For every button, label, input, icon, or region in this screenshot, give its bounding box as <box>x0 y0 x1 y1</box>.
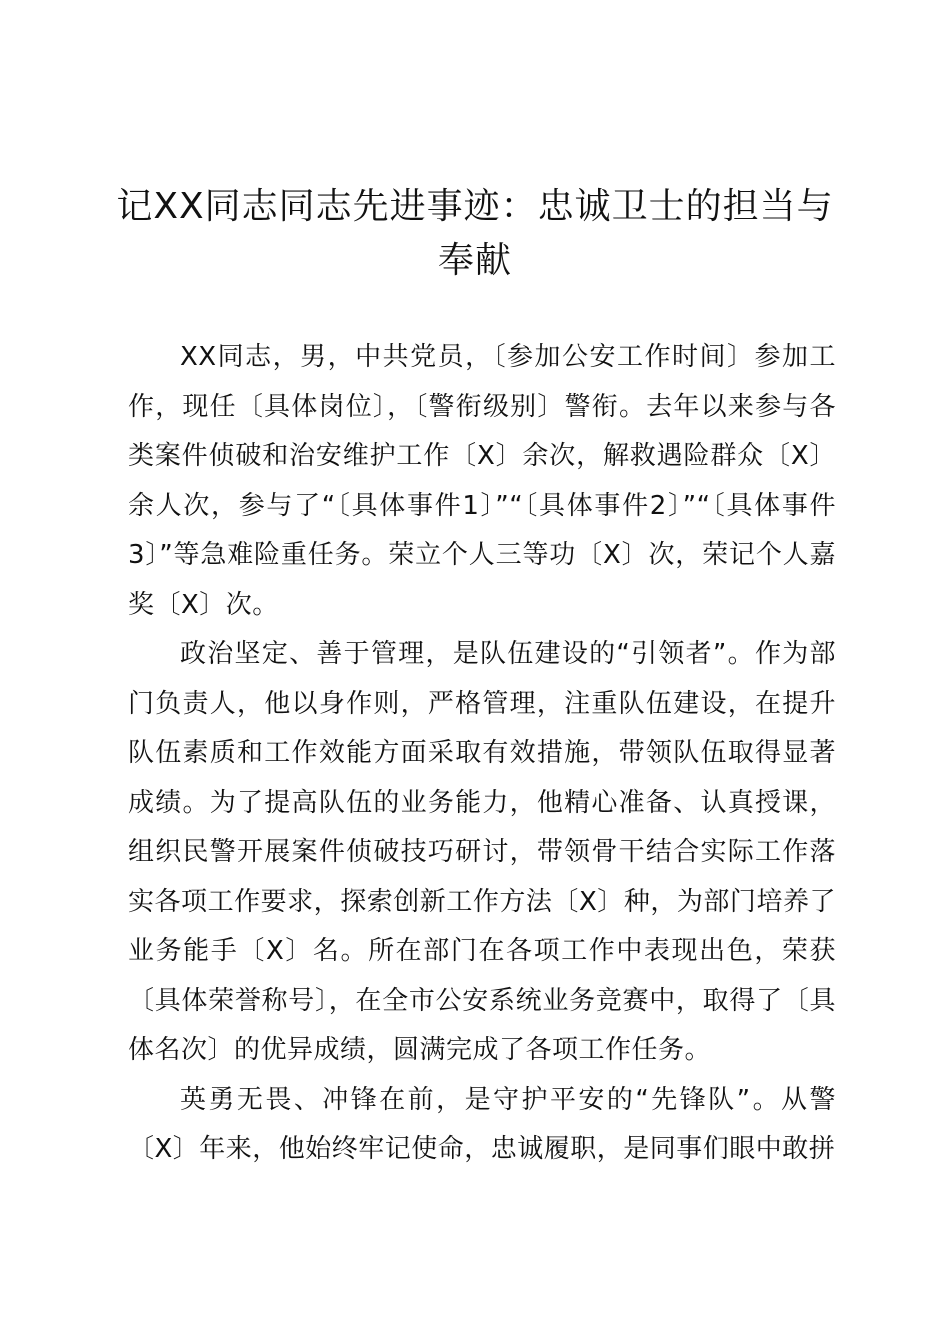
paragraph-bravery: 英勇无畏、冲锋在前，是守护平安的“先锋队”。从警〔X〕年来，他始终牢记使命，忠诚履职，是同事们眼中敢拼 <box>128 1084 836 1164</box>
document-body <box>128 333 836 1175</box>
paragraph-leadership: 政治坚定、善于管理，是队伍建设的“引领者”。作为部门负责人，他以身作则，严格管理，注重队伍建设，在提升队伍素质和工作效能方面采取有效措施，带领队伍取得显著成绩。为了提高队伍的业务能力，他精心准备、认真授课，组织民警开展案件侦破技巧研讨，带领骨干结合实际工作落实各项工作要求，探索创新工作方法〔X〕种，为部门培养了业务能手〔X〕名。所在部门在各项工作中表现出色，荣获〔具体荣誉称号〕，在全市公安系统业务竞赛中，取得了〔具体名次〕的优异成绩，圆满完成了各项工作任务。 <box>128 639 836 1065</box>
document-title: 记XX同志同志先进事迹：忠诚卫士的担当与奉献 <box>116 186 834 281</box>
paragraph-intro: XX同志，男，中共党员，〔参加公安工作时间〕参加工作，现任〔具体岗位〕，〔警衔级别〕警衔。去年以来参与各类案件侦破和治安维护工作〔X〕余次，解救遇险群众〔X〕余人次，参与了“〔具体事件1〕”“〔具体事件2〕”“〔具体事件3〕”等急难险重任务。荣立个人三等功〔X〕次，荣记个人嘉奖〔X〕次。 <box>128 342 836 620</box>
